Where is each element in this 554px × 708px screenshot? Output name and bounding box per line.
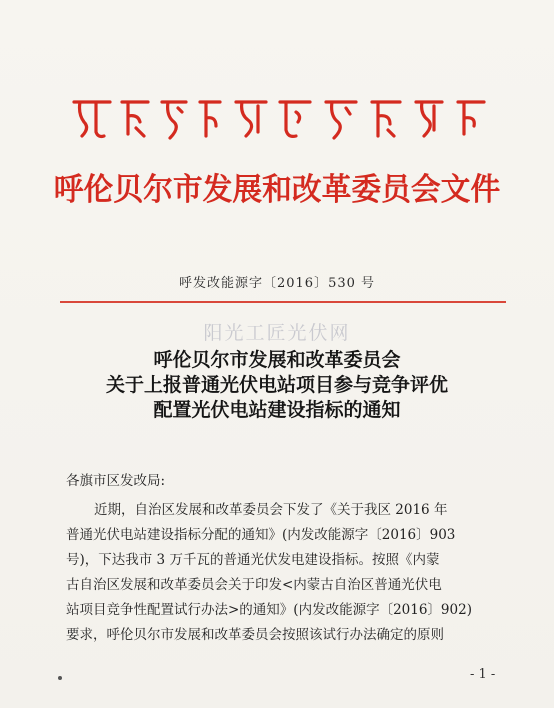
margin-dot bbox=[58, 676, 62, 680]
mongolian-script-heading-icon bbox=[70, 92, 490, 144]
issuing-organization-title: 呼伦贝尔市发展和改革委员会文件 bbox=[53, 172, 501, 208]
notice-title bbox=[0, 348, 554, 423]
notice-title-line: 配置光伏电站建设指标的通知 bbox=[153, 399, 401, 421]
body-line: 站项目竞争性配置试行办法>的通知》(内发改能源字〔2016〕902) bbox=[66, 602, 472, 618]
page-number: - 1 - bbox=[470, 667, 496, 682]
notice-title-line: 关于上报普通光伏电站项目参与竞争评优 bbox=[105, 374, 448, 396]
body-line: 古自治区发展和改革委员会关于印发<内蒙古自治区普通光伏电 bbox=[66, 577, 442, 593]
red-divider-line bbox=[60, 301, 506, 303]
watermark-text: 阳光工匠光伏网 bbox=[203, 322, 351, 344]
notice-title-line: 呼伦贝尔市发展和改革委员会 bbox=[153, 349, 401, 371]
body-line: 要求，呼伦贝尔市发展和改革委员会按照该试行办法确定的原则 bbox=[66, 627, 444, 643]
body-line: 近期，自治区发展和改革委员会下发了《关于我区 2016 年 bbox=[94, 502, 448, 518]
body-line: 号)，下达我市 3 万千瓦的普通光伏发电建设指标。按照《内蒙 bbox=[66, 552, 440, 568]
body-paragraph bbox=[66, 498, 506, 648]
salutation: 各旗市区发改局: bbox=[66, 473, 166, 489]
document-number: 呼发改能源字〔2016〕530 号 bbox=[178, 276, 376, 291]
body-line: 普通光伏电站建设指标分配的通知》(内发改能源字〔2016〕903 bbox=[66, 527, 456, 543]
